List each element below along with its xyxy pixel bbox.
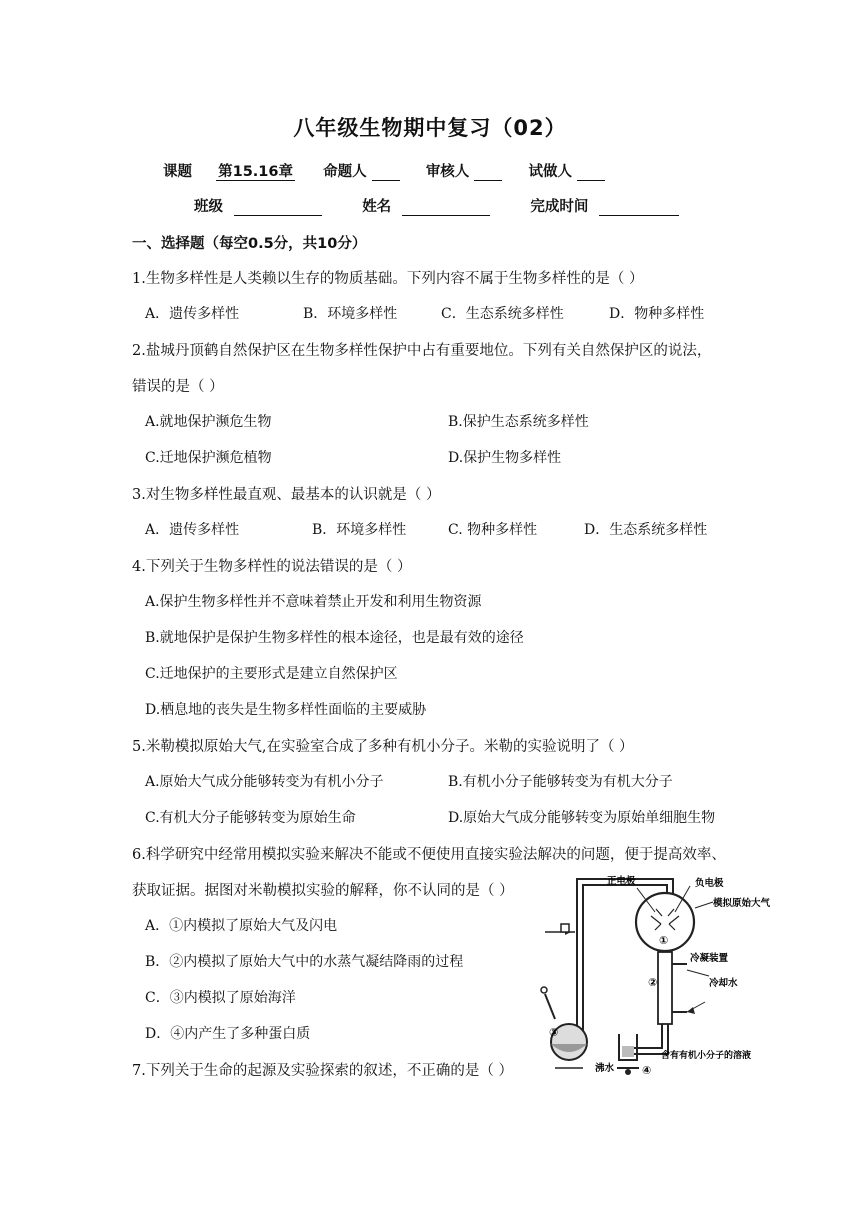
option: A．遗传多样性	[145, 306, 240, 322]
question-stem: 3.对生物多样性最直观、最基本的认识就是（ ）	[132, 487, 441, 503]
option: C.有机大分子能够转变为原始生命	[145, 810, 356, 826]
question-stem: 1.生物多样性是人类赖以生存的物质基础。下列内容不属于生物多样性的是（ ）	[132, 271, 644, 287]
class-label: 班级	[194, 199, 223, 215]
option: C.迁地保护濒危植物	[145, 450, 272, 466]
section-heading: 一、选择题（每空0.5分，共10分）	[132, 236, 367, 252]
page-title: 八年级生物期中复习（02）	[293, 116, 567, 140]
tester-blank[interactable]	[577, 164, 605, 181]
option: D．生态系统多样性	[584, 522, 708, 538]
label-solution: 含有有机小分子的溶液	[661, 1051, 752, 1061]
option: C．③内模拟了原始海洋	[145, 990, 296, 1006]
class-blank[interactable]	[234, 199, 322, 216]
name-label: 姓名	[362, 199, 392, 215]
label-boiling-water: 沸水	[595, 1063, 615, 1074]
option: B.就地保护是保护生物多样性的根本途径，也是最有效的途径	[145, 630, 524, 646]
option: A.就地保护濒危生物	[145, 414, 272, 430]
reviewer-label: 审核人	[425, 164, 470, 180]
option: B.保护生态系统多样性	[448, 414, 589, 430]
label-n1: ①	[659, 934, 669, 947]
miller-experiment-diagram	[535, 864, 835, 1079]
label-atmosphere: 模拟原始大气	[713, 898, 771, 909]
option: B.有机小分子能够转变为有机大分子	[448, 774, 673, 790]
meta-line-2	[194, 195, 679, 216]
option: D.原始大气成分能够转变为原始单细胞生物	[448, 810, 716, 826]
option: C. 物种多样性	[448, 522, 538, 538]
time-blank[interactable]	[599, 199, 679, 216]
option: A.保护生物多样性并不意味着禁止开发和利用生物资源	[145, 594, 482, 610]
option: D.栖息地的丧失是生物多样性面临的主要威胁	[145, 702, 427, 718]
label-n2: ②	[648, 976, 658, 989]
meta-line-1	[163, 160, 605, 181]
question-stem: 5.米勒模拟原始大气,在实验室合成了多种有机小分子。米勒的实验说明了（ ）	[132, 739, 634, 755]
option: D．物种多样性	[609, 306, 705, 322]
question-stem: 4.下列关于生物多样性的说法错误的是（ ）	[132, 559, 412, 575]
author-label: 命题人	[323, 164, 367, 180]
label-positive: 正电极	[607, 876, 636, 887]
label-n4: ④	[642, 1064, 652, 1077]
option: D.保护生物多样性	[448, 450, 562, 466]
option: B．环境多样性	[312, 522, 407, 538]
question-stem-cont: 错误的是（ ）	[132, 379, 224, 395]
option: A.原始大气成分能够转变为有机小分子	[145, 774, 384, 790]
option: B．环境多样性	[303, 306, 398, 322]
name-blank[interactable]	[402, 199, 490, 216]
option: A．①内模拟了原始大气及闪电	[145, 918, 338, 934]
label-cooling-water: 冷却水	[709, 978, 738, 989]
subject-value: 第15.16章	[218, 164, 293, 180]
question-stem: 6.科学研究中经常用模拟实验来解决不能或不便使用直接实验法解决的问题，便于提高效率、	[132, 847, 726, 863]
condenser-icon	[658, 952, 672, 1024]
tap-icon	[561, 924, 569, 932]
option: B．②内模拟了原始大气中的水蒸气凝结降雨的过程	[145, 954, 464, 970]
question-stem: 2.盐城丹顶鹤自然保护区在生物多样性保护中占有重要地位。下列有关自然保护区的说法，	[132, 343, 712, 359]
author-blank[interactable]	[372, 164, 400, 181]
label-condenser: 冷凝装置	[690, 953, 729, 964]
reviewer-blank[interactable]	[474, 164, 502, 181]
option: A．遗传多样性	[145, 522, 240, 538]
subject-label: 课题	[163, 164, 192, 180]
question-stem-cont: 获取证据。据图对米勒模拟实验的解释，你不认同的是（ ）	[132, 883, 514, 899]
option: D．④内产生了多种蛋白质	[145, 1026, 311, 1042]
tester-label: 试做人	[528, 164, 572, 180]
label-n3: ③	[549, 1026, 559, 1039]
label-negative: 负电极	[695, 878, 724, 889]
option: C.迁地保护的主要形式是建立自然保护区	[145, 666, 398, 682]
question-stem: 7.下列关于生命的起源及实验探索的叙述，不正确的是（ ）	[132, 1063, 513, 1079]
time-label: 完成时间	[530, 199, 589, 215]
option: C．生态系统多样性	[441, 306, 564, 322]
